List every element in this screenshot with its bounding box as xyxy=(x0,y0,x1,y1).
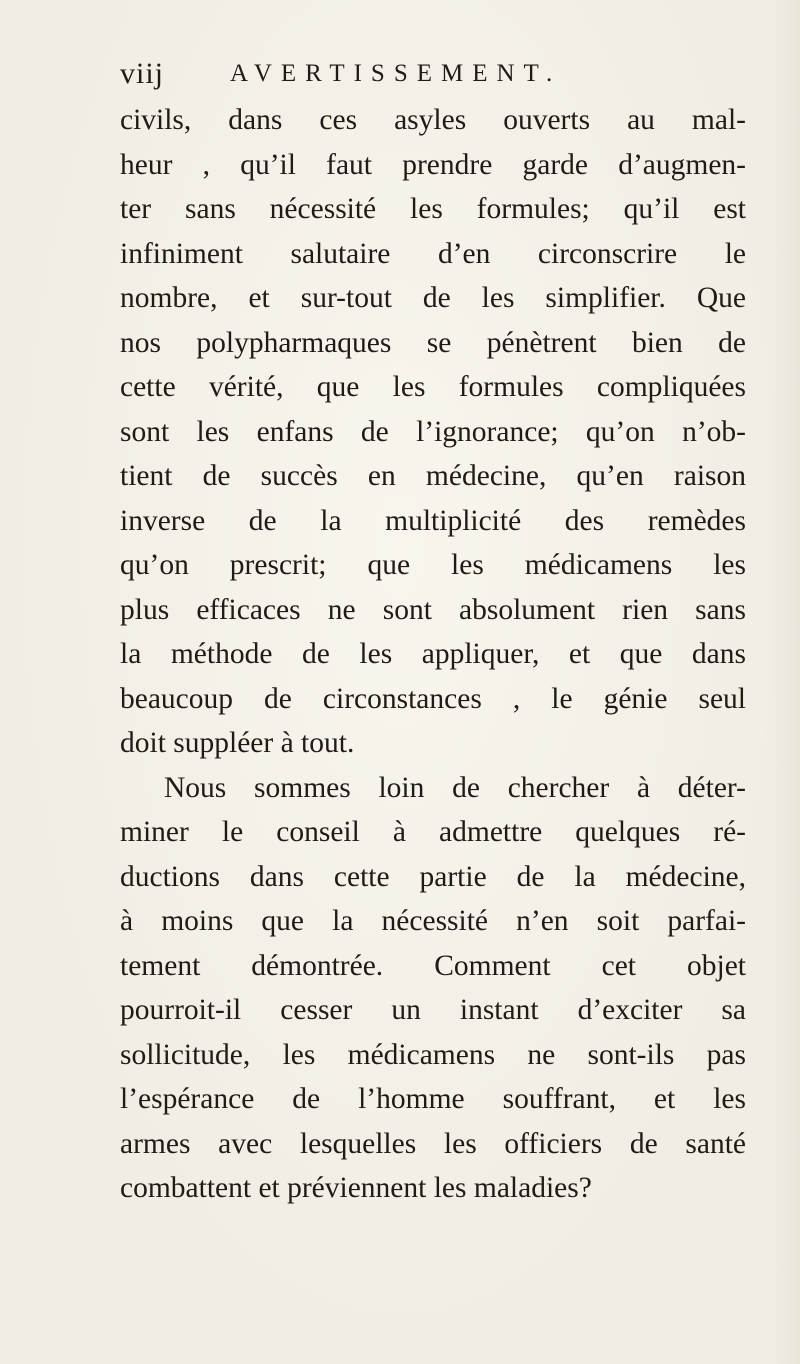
text-line: la méthode de les appliquer, et que dans xyxy=(120,638,746,670)
body-text xyxy=(120,98,746,1211)
text-line: armes avec lesquelles les officiers de santé xyxy=(120,1127,746,1160)
text-line: tement démontrée. Comment cet objet xyxy=(120,949,746,982)
running-head xyxy=(120,52,740,96)
text-line: pourroit-il cesser un instant d’exciter sa xyxy=(120,994,746,1026)
running-title: AVERTISSEMENT. xyxy=(230,60,562,87)
text-line: tient de succès en médecine, qu’en raison xyxy=(120,460,746,492)
text-line: beaucoup de circonstances , le génie seul xyxy=(120,682,746,715)
text-line: miner le conseil à admettre quelques ré- xyxy=(120,816,746,848)
paragraph-start-line: Nous sommes loin de chercher à déter- xyxy=(164,771,746,804)
text-line: plus efficaces ne sont absolument rien sans xyxy=(120,593,746,626)
text-line: ductions dans cette partie de la médecine, xyxy=(120,860,746,893)
text-line: inverse de la multiplicité des remèdes xyxy=(120,504,746,537)
text-line: sont les enfans de l’ignorance; qu’on n’ob- xyxy=(120,415,746,448)
page-number: viij xyxy=(120,57,165,90)
paragraph-end-line: doit suppléer à tout. xyxy=(120,727,355,759)
text-line: heur , qu’il faut prendre garde d’augmen- xyxy=(120,148,746,181)
text-line: l’espérance de l’homme souffrant, et les xyxy=(120,1083,746,1115)
text-line: civils, dans ces asyles ouverts au mal- xyxy=(120,104,746,136)
text-line: cette vérité, que les formules compliquées xyxy=(120,371,746,403)
text-line: sollicitude, les médicamens ne sont-ils pas xyxy=(120,1038,746,1071)
text-line: à moins que la nécessité n’en soit parfai- xyxy=(120,905,746,937)
text-line: infiniment salutaire d’en circonscrire le xyxy=(120,237,746,270)
text-line: nombre, et sur-tout de les simplifier. Que xyxy=(120,282,746,314)
page-edge-shading xyxy=(770,0,800,1364)
paragraph-end-line: combattent et préviennent les maladies? xyxy=(120,1172,592,1204)
text-line: qu’on prescrit; que les médicamens les xyxy=(120,549,746,581)
text-line: nos polypharmaques se pénètrent bien de xyxy=(120,326,746,359)
text-line: ter sans nécessité les formules; qu’il est xyxy=(120,193,746,225)
